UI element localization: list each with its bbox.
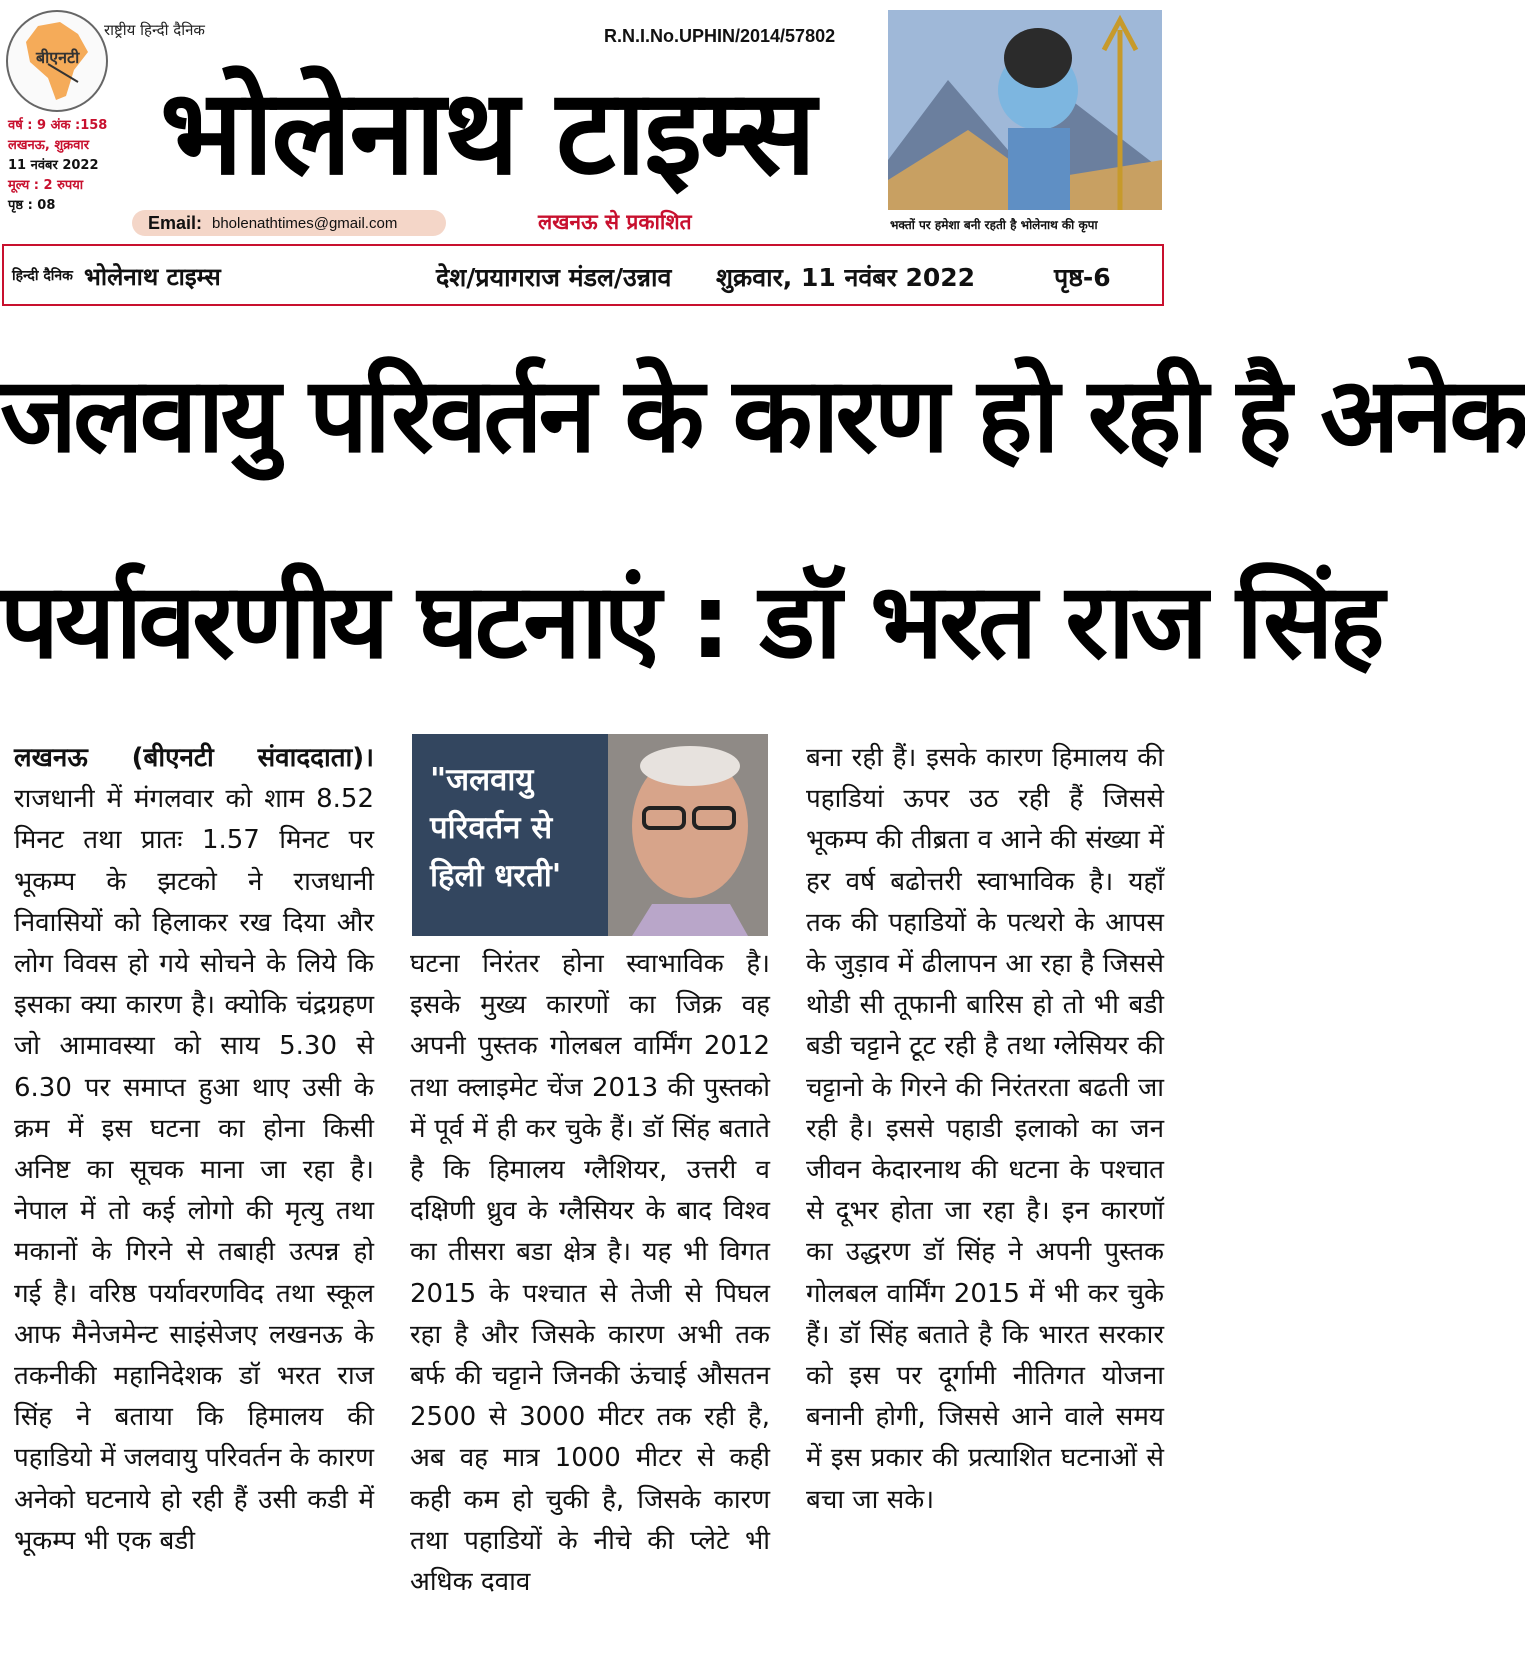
infobar-brand: भोलेनाथ टाइम्स (84, 263, 221, 291)
article-column-2 (410, 944, 770, 1603)
published-from: लखनऊ से प्रकाशित (538, 210, 692, 234)
callout-line-1: "जलवायु (430, 762, 534, 798)
tagline: राष्ट्रीय हिन्दी दैनिक (104, 21, 205, 39)
logo (6, 10, 108, 112)
article-column-3 (806, 738, 1164, 1521)
callout-quote (430, 756, 630, 900)
masthead (0, 0, 1168, 240)
issue-info (8, 116, 107, 216)
place-day: लखनऊ, शुक्रवार (8, 138, 90, 153)
shiva-illustration-icon (888, 10, 1162, 210)
issue-date: 11 नवंबर 2022 (8, 158, 99, 173)
price: मूल्य : 2 रुपया (8, 178, 84, 193)
infobar-tag: हिन्दी दैनिक (12, 268, 73, 284)
email-address[interactable]: bholenathtimes@gmail.com (212, 215, 398, 232)
infobar-page: पृष्ठ-6 (1054, 263, 1111, 292)
dateline: लखनऊ (बीएनटी संवाददाता)। (14, 743, 374, 773)
column-2-text: घटना निरंतर होना स्वाभाविक है। इसके मुख्य कारणों का जिक्र वह अपनी पुस्तक गोलबल वार्मिंग 2012 तथा क्लाइमेट चेंज 2013 की पुस्तको में पूर्व में ही कर चुके हैं। डॉ सिंह बताते है कि हिमालय ग्लैशियर, उत्तरी व दक्षिणी ध्रुव के ग्लैसियर के बाद विश्व का तीसरा बडा क्षेत्र है। यह भी विगत 2015 के पश्चात से तेजी से पिघल रहा है और जिसके कारण अभी तक बर्फ की चट्टाने जिनकी ऊंचाई औसतन 2500 से 3000 मीटर तक रही है, अब वह मात्र 1000 मीटर से कही कही कम हो चुकी है, जिसके कारण तथा पहाडियों के नीचे की प्लेटे भी अधिक दवाव (410, 949, 770, 1598)
article-column-1 (14, 738, 374, 1562)
image-caption: भक्तों पर हमेशा बनी रहती है भोलेनाथ की कृपा (890, 218, 1098, 232)
deity-image (888, 10, 1162, 210)
newspaper-name: भोलेनाथ टाइम्स (160, 63, 815, 201)
page-info-bar (2, 244, 1164, 306)
logo-text: बीएनटी (36, 48, 80, 67)
infobar-date: शुक्रवार, 11 नवंबर 2022 (716, 263, 976, 292)
infobar-section: देश/प्रयागराज मंडल/उन्नाव (436, 263, 672, 292)
headline-line-2: पर्यावरणीय घटनाएं : डॉ भरत राज सिंह (0, 560, 1381, 682)
callout-line-2: परिवर्तन से (430, 810, 553, 846)
issue-line: वर्ष : 9 अंक :158 (8, 118, 108, 133)
callout-photo (412, 734, 768, 936)
headline-line-1: जलवायु परिवर्तन के कारण हो रही है अनेक (0, 354, 1525, 476)
rni-number: R.N.I.No.UPHIN/2014/57802 (604, 26, 836, 46)
column-1-text: राजधानी में मंगलवार को शाम 8.52 मिनट तथा प्रातः 1.57 मिनट पर भूकम्प के झटको ने राजधानी निवासियों को हिलाकर रख दिया और लोग विवस हो गये सोचने के लिये कि इसका क्या कारण है। क्योकि चंद्रग्रहण जो आमावस्या को साय 5.30 से 6.30 पर समाप्त हुआ थाए उसी के क्रम में इस घटना का होना किसी अनिष्ट का सूचक माना जा रहा है। नेपाल में तो कई लोगो की मृत्यु तथा मकानों के गिरने से तबाही उत्पन्न हो गई है। वरिष्ठ पर्यावरणविद तथा स्कूल आफ मैनेजमेन्ट साइंसेजए लखनऊ के तकनीकी महानिदेशक डॉ भरत राज सिंह ने बताया कि हिमालय की पहाडियो में जलवायु परिवर्तन के कारण अनेको घटनाये हो रही हैं उसी कडी में भूकम्प भी एक बडी (14, 784, 374, 1556)
email-label: Email: (148, 213, 203, 233)
column-3-text: बना रही हैं। इसके कारण हिमालय की पहाडियां ऊपर उठ रही हैं जिससे भूकम्प की तीब्रता व आने की संख्या में हर वर्ष बढोत्तरी स्वाभाविक है। यहाँ तक की पहाडियों के पत्थरो के आपस के जुड़ाव में ढीलापन आ रहा है जिससे थोडी सी तूफानी बारिस हो तो भी बडी बडी चट्टाने टूट रही है तथा ग्लेसियर की चट्टानो के गिरने की निरंतरता बढती जा रही है। इससे पहाडी इलाको का जन जीवन केदारनाथ की धटना के पश्चात से दूभर होता जा रहा है। इन कारणॉ का उद्धरण डॉ सिंह ने अपनी पुस्तक गोलबल वार्मिंग 2015 में भी कर चुके हैं। डॉ सिंह बताते है कि भारत सरकार को इस पर दूर्गामी नीतिगत योजना बनानी होगी, जिससे आने वाले समय में इस प्रकार की प्रत्याशित घटनाओं से बचा जा सके। (806, 743, 1164, 1515)
page-count: पृष्ठ : 08 (8, 198, 56, 213)
email-pill[interactable] (132, 210, 446, 236)
callout-line-3: हिली धरती' (430, 858, 562, 894)
